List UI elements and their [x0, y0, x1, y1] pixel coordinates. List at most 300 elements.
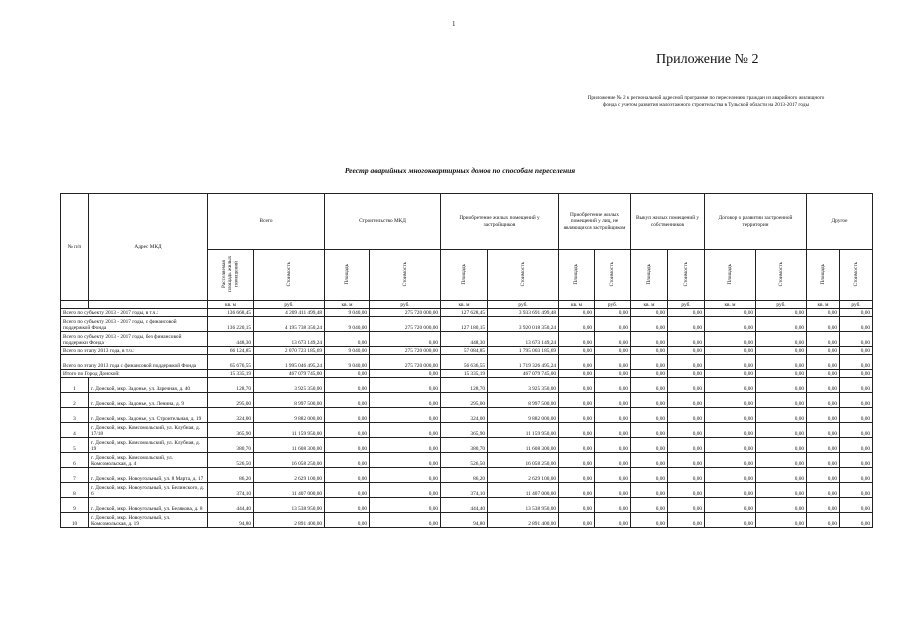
- row-value: 324,00: [208, 408, 254, 423]
- row-value: 0,00: [668, 453, 705, 468]
- row-value: 2 891 400,00: [488, 513, 559, 528]
- subheader-cost: Стоимость: [756, 250, 807, 301]
- subheader-area: Площадь: [631, 250, 668, 301]
- row-value: 448,30: [208, 332, 254, 347]
- row-value: 0,00: [807, 423, 840, 438]
- subheader-area: Площадь: [325, 250, 370, 301]
- row-value: 0,00: [370, 483, 441, 498]
- row-number: 2: [61, 393, 89, 408]
- row-value: 128,70: [208, 378, 254, 393]
- row-address: г. Донской, мкр. Комсомольский, ул. Клубная, д. 19: [89, 438, 208, 453]
- row-value: 9 040,00: [325, 347, 370, 355]
- row-value: 0,00: [756, 438, 807, 453]
- row-value: 0,00: [705, 453, 756, 468]
- row-value: 127 180,15: [441, 317, 488, 332]
- units-cell: кв. м: [208, 301, 254, 309]
- table-row: [61, 453, 873, 468]
- row-value: 0,00: [370, 393, 441, 408]
- appendix-caption: Приложение № 2 к региональной адресной программе по переселению граждан из аварийного жилищного фонда с учетом развития малоэтажного строительства в Тульской области на 2013-2017 годы: [587, 95, 825, 108]
- row-value: 0,00: [325, 513, 370, 528]
- row-value: 94,80: [208, 513, 254, 528]
- row-value: 0,00: [595, 408, 631, 423]
- row-value: 0,00: [559, 468, 595, 483]
- row-value: 0,00: [325, 408, 370, 423]
- row-value: 0,00: [325, 453, 370, 468]
- row-value: 0,00: [370, 332, 441, 347]
- row-address: г. Донской, мкр. Новоугольный, ул. Белякова, д. 8: [89, 498, 208, 513]
- row-value: 0,00: [807, 309, 840, 317]
- row-value: 0,00: [840, 468, 873, 483]
- row-value: 2 629 100,00: [254, 468, 325, 483]
- row-address: г. Донской, мкр. Задонье, ул. Заречная, д. 40: [89, 378, 208, 393]
- row-value: 0,00: [559, 309, 595, 317]
- table-row: [61, 438, 873, 453]
- row-value: 0,00: [631, 453, 668, 468]
- row-address: г. Донской, мкр. Задонье, ул. Строительная, д. 19: [89, 408, 208, 423]
- units-cell: руб.: [488, 301, 559, 309]
- row-value: 365,90: [441, 423, 488, 438]
- table-row: [61, 513, 873, 528]
- row-value: 0,00: [559, 332, 595, 347]
- table-row: [61, 370, 873, 378]
- row-value: 0,00: [325, 483, 370, 498]
- row-value: 0,00: [595, 393, 631, 408]
- table-row: [61, 355, 873, 370]
- row-value: 275 720 000,00: [370, 317, 441, 332]
- row-value: 0,00: [631, 468, 668, 483]
- row-value: 0,00: [705, 332, 756, 347]
- row-value: 0,00: [840, 453, 873, 468]
- header-group-total: Всего: [208, 194, 325, 250]
- row-value: 0,00: [807, 483, 840, 498]
- row-address: г. Донской, мкр. Комсомольский, ул. Комсомольская, д. 4: [89, 453, 208, 468]
- row-value: 0,00: [840, 483, 873, 498]
- row-value: 0,00: [840, 393, 873, 408]
- row-value: 127 628,45: [441, 309, 488, 317]
- row-value: 0,00: [840, 378, 873, 393]
- units-row: [61, 301, 873, 309]
- row-value: 0,00: [370, 423, 441, 438]
- row-value: 0,00: [756, 513, 807, 528]
- row-value: 86,20: [208, 468, 254, 483]
- header-address: Адрес МКД: [89, 194, 208, 301]
- row-value: 2 629 100,00: [488, 468, 559, 483]
- row-value: 16 058 250,00: [488, 453, 559, 468]
- row-value: 0,00: [756, 355, 807, 370]
- row-value: 0,00: [631, 393, 668, 408]
- row-address: г. Донской, мкр. Новоугольный, ул. Белинского, д. 6: [89, 483, 208, 498]
- row-value: 0,00: [325, 378, 370, 393]
- row-value: 374,10: [441, 483, 488, 498]
- row-value: 0,00: [325, 393, 370, 408]
- row-value: 0,00: [559, 513, 595, 528]
- row-value: 56 636,55: [441, 355, 488, 370]
- row-value: 0,00: [370, 453, 441, 468]
- table-row: [61, 468, 873, 483]
- row-value: 86,20: [441, 468, 488, 483]
- row-address: г. Донской, мкр. Комсомольский, ул. Клубная, д. 17/18: [89, 423, 208, 438]
- row-value: 66 124,85: [208, 347, 254, 355]
- row-value: 526,50: [208, 453, 254, 468]
- row-number: 3: [61, 408, 89, 423]
- row-value: 0,00: [668, 483, 705, 498]
- row-value: 15 335,19: [441, 370, 488, 378]
- header-group-developers: Приобретение жилых помещений у застройщиков: [441, 194, 559, 250]
- table-row: [61, 408, 873, 423]
- row-value: 0,00: [325, 332, 370, 347]
- row-value: 0,00: [595, 483, 631, 498]
- row-value: 275 720 000,00: [370, 347, 441, 355]
- row-value: 0,00: [325, 423, 370, 438]
- row-value: 11 159 950,00: [254, 423, 325, 438]
- row-value: 0,00: [559, 408, 595, 423]
- row-value: 4 195 738 350,24: [254, 317, 325, 332]
- row-value: 0,00: [631, 513, 668, 528]
- row-value: 380,70: [208, 438, 254, 453]
- row-value: 0,00: [840, 438, 873, 453]
- row-value: 0,00: [807, 513, 840, 528]
- header-group-non-developers: Приобретение жилых помещений у лиц, не являющихся застройщиком: [559, 194, 631, 250]
- row-value: 4 209 411 499,48: [254, 309, 325, 317]
- row-value: 0,00: [705, 498, 756, 513]
- units-cell: руб.: [370, 301, 441, 309]
- row-value: 3 925 350,00: [488, 378, 559, 393]
- row-value: 0,00: [668, 332, 705, 347]
- row-value: 0,00: [595, 453, 631, 468]
- row-value: 0,00: [705, 355, 756, 370]
- row-value: 0,00: [705, 468, 756, 483]
- row-value: 0,00: [840, 347, 873, 355]
- table-row: [61, 483, 873, 498]
- row-value: 0,00: [705, 347, 756, 355]
- row-value: 128,70: [441, 378, 488, 393]
- row-value: 0,00: [668, 408, 705, 423]
- row-value: 0,00: [595, 378, 631, 393]
- row-value: 0,00: [559, 438, 595, 453]
- subheader-area: Площадь: [807, 250, 840, 301]
- row-value: 0,00: [631, 332, 668, 347]
- row-value: 0,00: [559, 378, 595, 393]
- table-row: [61, 393, 873, 408]
- row-value: 1 995 046 495,24: [254, 355, 325, 370]
- row-value: 0,00: [807, 408, 840, 423]
- row-value: 0,00: [559, 355, 595, 370]
- subheader-area: Площадь: [441, 250, 488, 301]
- subheader-cost: Стоимость: [488, 250, 559, 301]
- table-row: [61, 378, 873, 393]
- row-value: 0,00: [631, 355, 668, 370]
- row-value: 0,00: [325, 498, 370, 513]
- subheader-cost: Стоимость: [840, 250, 873, 301]
- units-cell: кв. м: [807, 301, 840, 309]
- row-value: 444,40: [208, 498, 254, 513]
- row-summary-label: Всего по субъекту 2013 - 2017 годы, с финансовой поддержкой Фонда: [61, 317, 208, 332]
- row-value: 365,90: [208, 423, 254, 438]
- row-value: 0,00: [840, 317, 873, 332]
- table-row: [61, 309, 873, 317]
- row-value: 8 997 500,00: [254, 393, 325, 408]
- row-value: 0,00: [559, 393, 595, 408]
- row-value: 0,00: [631, 317, 668, 332]
- row-value: 0,00: [631, 408, 668, 423]
- row-number: 8: [61, 483, 89, 498]
- row-value: 0,00: [756, 483, 807, 498]
- row-value: 0,00: [840, 423, 873, 438]
- row-value: 0,00: [840, 513, 873, 528]
- registry-table: [60, 193, 873, 528]
- row-value: 0,00: [807, 355, 840, 370]
- row-value: 0,00: [840, 408, 873, 423]
- row-value: 0,00: [756, 453, 807, 468]
- row-value: 0,00: [370, 438, 441, 453]
- row-address: г. Донской, мкр. Новоугольный, ул. Комсомольская, д. 19: [89, 513, 208, 528]
- row-value: 0,00: [595, 317, 631, 332]
- units-cell: [89, 301, 208, 309]
- row-value: 0,00: [756, 347, 807, 355]
- row-value: 295,00: [441, 393, 488, 408]
- row-number: 1: [61, 378, 89, 393]
- header-group-other: Другое: [807, 194, 873, 250]
- row-value: 1 795 003 185,69: [488, 347, 559, 355]
- row-value: 0,00: [705, 483, 756, 498]
- subheader-cost: Стоимость: [595, 250, 631, 301]
- subheader-cost: Стоимость: [668, 250, 705, 301]
- row-value: 526,50: [441, 453, 488, 468]
- units-cell: руб.: [254, 301, 325, 309]
- row-value: 57 084,85: [441, 347, 488, 355]
- row-value: 0,00: [840, 332, 873, 347]
- row-value: 0,00: [668, 309, 705, 317]
- row-value: 0,00: [705, 408, 756, 423]
- header-group-construction: Строительство МКД: [325, 194, 441, 250]
- header-group-territory: Договор о развитии застроенной территории: [705, 194, 807, 250]
- table-row: [61, 332, 873, 347]
- row-value: 0,00: [807, 332, 840, 347]
- row-value: 0,00: [370, 378, 441, 393]
- row-value: 0,00: [705, 393, 756, 408]
- row-number: 10: [61, 513, 89, 528]
- row-value: 0,00: [807, 453, 840, 468]
- row-value: 0,00: [559, 453, 595, 468]
- row-number: 9: [61, 498, 89, 513]
- table-row: [61, 347, 873, 355]
- row-value: 9 040,00: [325, 355, 370, 370]
- row-value: 448,30: [441, 332, 488, 347]
- registry-title: Реестр аварийных многоквартирных домов по способам переселения: [344, 166, 576, 175]
- table-body: [61, 309, 873, 528]
- row-value: 0,00: [559, 347, 595, 355]
- row-value: 2 891 400,00: [254, 513, 325, 528]
- row-value: 65 676,55: [208, 355, 254, 370]
- row-value: 0,00: [840, 355, 873, 370]
- subheader-cost: Стоимость: [254, 250, 325, 301]
- units-cell: кв. м: [705, 301, 756, 309]
- row-value: 0,00: [756, 408, 807, 423]
- row-address: г. Донской, мкр. Задонье, ул. Ленина, д. 9: [89, 393, 208, 408]
- row-value: 11 407 000,00: [254, 483, 325, 498]
- row-value: 0,00: [756, 468, 807, 483]
- row-number: 4: [61, 423, 89, 438]
- units-cell: кв. м: [631, 301, 668, 309]
- row-value: 467 079 745,00: [254, 370, 325, 378]
- row-value: 0,00: [807, 378, 840, 393]
- row-value: 3 920 018 350,24: [488, 317, 559, 332]
- row-value: 0,00: [756, 332, 807, 347]
- row-value: 0,00: [668, 513, 705, 528]
- units-cell: руб.: [668, 301, 705, 309]
- row-value: 0,00: [840, 498, 873, 513]
- header-group-buyout: Выкуп жилых помещений у собственников: [631, 194, 705, 250]
- row-value: 0,00: [370, 408, 441, 423]
- header-num: № п/п: [61, 194, 89, 301]
- row-value: 0,00: [807, 393, 840, 408]
- row-value: 0,00: [631, 370, 668, 378]
- row-value: 0,00: [559, 483, 595, 498]
- row-value: 0,00: [595, 498, 631, 513]
- row-value: 0,00: [668, 370, 705, 378]
- row-value: 0,00: [595, 355, 631, 370]
- row-value: 0,00: [370, 370, 441, 378]
- row-value: 0,00: [631, 378, 668, 393]
- row-value: 1 719 326 495,24: [488, 355, 559, 370]
- row-value: 0,00: [705, 317, 756, 332]
- row-value: 13 673 149,24: [254, 332, 325, 347]
- row-value: 0,00: [840, 370, 873, 378]
- page-number: 1: [452, 20, 456, 28]
- row-value: 0,00: [705, 423, 756, 438]
- row-value: 11 159 950,00: [488, 423, 559, 438]
- units-cell: кв. м: [441, 301, 488, 309]
- row-value: 0,00: [370, 513, 441, 528]
- row-value: 0,00: [668, 347, 705, 355]
- row-value: 0,00: [631, 423, 668, 438]
- row-value: 0,00: [807, 317, 840, 332]
- row-value: 9 882 000,00: [254, 408, 325, 423]
- row-number: 5: [61, 438, 89, 453]
- row-summary-label: Итого по Город Донской:: [61, 370, 208, 378]
- row-value: 136 220,15: [208, 317, 254, 332]
- row-value: 136 668,45: [208, 309, 254, 317]
- row-value: 0,00: [370, 468, 441, 483]
- row-value: 0,00: [631, 347, 668, 355]
- row-value: 9 882 000,00: [488, 408, 559, 423]
- row-value: 0,00: [807, 370, 840, 378]
- row-value: 13 538 950,00: [488, 498, 559, 513]
- units-cell: руб.: [756, 301, 807, 309]
- row-value: 0,00: [631, 309, 668, 317]
- row-value: 0,00: [595, 513, 631, 528]
- row-value: 0,00: [756, 423, 807, 438]
- row-value: 11 608 300,00: [254, 438, 325, 453]
- row-value: 3 925 350,00: [254, 378, 325, 393]
- row-value: 11 608 300,00: [488, 438, 559, 453]
- row-value: 94,80: [441, 513, 488, 528]
- row-value: 374,10: [208, 483, 254, 498]
- row-value: 0,00: [631, 483, 668, 498]
- units-cell: руб.: [840, 301, 873, 309]
- row-value: 16 058 250,00: [254, 453, 325, 468]
- row-value: 0,00: [559, 423, 595, 438]
- row-value: 0,00: [595, 438, 631, 453]
- row-value: 15 335,19: [208, 370, 254, 378]
- row-value: 13 673 149,24: [488, 332, 559, 347]
- row-value: 0,00: [807, 438, 840, 453]
- row-value: 0,00: [595, 370, 631, 378]
- row-value: 295,00: [208, 393, 254, 408]
- row-value: 9 040,00: [325, 309, 370, 317]
- subheader-area: Площадь: [705, 250, 756, 301]
- row-value: 0,00: [756, 498, 807, 513]
- appendix-title: Приложение № 2: [656, 52, 759, 67]
- row-value: 0,00: [756, 317, 807, 332]
- row-summary-label: Всего по субъекту 2013 - 2017 годы, в т.ч.:: [61, 309, 208, 317]
- row-value: 0,00: [705, 378, 756, 393]
- row-value: 0,00: [668, 393, 705, 408]
- row-value: 275 720 000,00: [370, 355, 441, 370]
- units-cell: руб.: [595, 301, 631, 309]
- row-value: 0,00: [668, 438, 705, 453]
- row-value: 0,00: [595, 468, 631, 483]
- row-value: 444,40: [441, 498, 488, 513]
- row-value: 0,00: [705, 309, 756, 317]
- row-summary-label: Всего по этапу 2013 года с финансовой поддержкой Фонда: [61, 355, 208, 370]
- row-value: 0,00: [807, 498, 840, 513]
- row-value: 0,00: [325, 438, 370, 453]
- row-value: 0,00: [631, 498, 668, 513]
- row-summary-label: Всего по субъекту 2013 - 2017 годы, без финансовой поддержки Фонда: [61, 332, 208, 347]
- row-summary-label: Всего по этапу 2013 года, в т.ч.:: [61, 347, 208, 355]
- row-address: г. Донской, мкр. Новоугольный, ул. 8 Марта, д. 17: [89, 468, 208, 483]
- row-value: 0,00: [668, 423, 705, 438]
- row-value: 0,00: [595, 309, 631, 317]
- row-value: 0,00: [840, 309, 873, 317]
- row-value: 0,00: [807, 347, 840, 355]
- row-value: 0,00: [756, 378, 807, 393]
- row-value: 0,00: [668, 468, 705, 483]
- row-value: 0,00: [756, 309, 807, 317]
- row-value: 2 070 723 185,69: [254, 347, 325, 355]
- row-value: 0,00: [668, 498, 705, 513]
- units-cell: кв. м: [559, 301, 595, 309]
- subheader-area: Площадь: [559, 250, 595, 301]
- row-value: 0,00: [807, 468, 840, 483]
- row-value: 0,00: [756, 393, 807, 408]
- row-value: 0,00: [325, 468, 370, 483]
- row-value: 0,00: [559, 370, 595, 378]
- table-row: [61, 317, 873, 332]
- row-number: 6: [61, 453, 89, 468]
- row-value: 13 538 950,00: [254, 498, 325, 513]
- row-value: 8 997 500,00: [488, 393, 559, 408]
- row-value: 380,70: [441, 438, 488, 453]
- row-value: 0,00: [595, 332, 631, 347]
- row-value: 0,00: [559, 498, 595, 513]
- row-value: 0,00: [668, 378, 705, 393]
- row-value: 0,00: [668, 355, 705, 370]
- row-value: 0,00: [370, 498, 441, 513]
- units-cell: кв. м: [325, 301, 370, 309]
- row-value: 0,00: [668, 317, 705, 332]
- row-value: 11 407 000,00: [488, 483, 559, 498]
- row-value: 0,00: [595, 423, 631, 438]
- table-row: [61, 498, 873, 513]
- row-value: 0,00: [705, 370, 756, 378]
- row-value: 0,00: [705, 513, 756, 528]
- row-value: 0,00: [595, 347, 631, 355]
- row-value: 324,00: [441, 408, 488, 423]
- row-value: 467 079 745,00: [488, 370, 559, 378]
- row-value: 275 720 000,00: [370, 309, 441, 317]
